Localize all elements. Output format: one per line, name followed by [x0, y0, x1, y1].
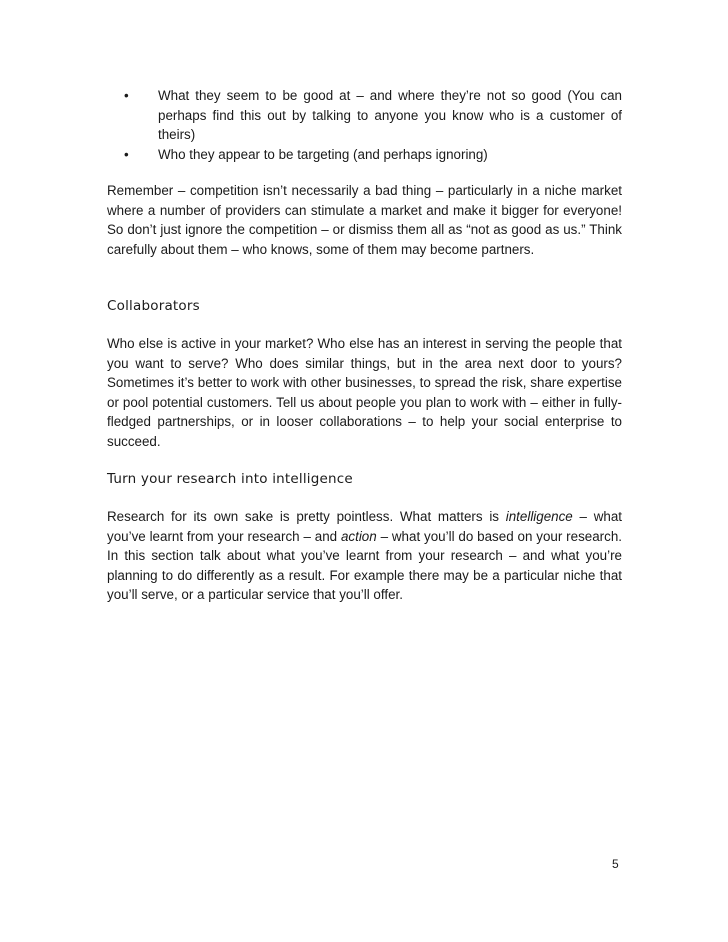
bullet-dot-icon: • — [124, 88, 129, 103]
research-heading: Turn your research into intelligence — [107, 471, 353, 487]
bullet-text: What they seem to be good at – and where they’re not so good (You can perhaps find this out by talking to anyone you know who is a customer of theirs) — [158, 88, 622, 142]
competition-paragraph: Remember – competition isn’t necessarily a bad thing – particularly in a niche market where a number of providers can stimulate a market and make it bigger for everyone! So don’t just ignore the competition – or dismiss them all as “not as good as us.” Think carefully about them – who knows, some of them may become partners. — [107, 183, 622, 257]
collaborators-paragraph: Who else is active in your market? Who else has an interest in serving the people that you want to serve? Who does similar things, but in the area next door to yours? Sometimes it’s better to work with other businesses, to spread the risk, share expertise or pool potential customers. Tell us about people you plan to work with – either in fully-fledged partnerships, or in looser collaborations – to help your social enterprise to succeed. — [107, 336, 622, 449]
bullet-dot-icon: • — [124, 146, 129, 162]
bullet-text: Who they appear to be targeting (and perhaps ignoring) — [158, 146, 488, 162]
research-text: Research for its own sake is pretty pointless. What matters is — [107, 509, 506, 524]
intelligence-emphasis: intelligence — [505, 509, 573, 524]
collaborators-heading: Collaborators — [107, 298, 200, 314]
page-content — [107, 86, 622, 605]
research-text: – what you’ll do based on your research. In this section talk about what you’ve learnt from your research – and what you’re planning to do differently as a result. For example there may be a particular niche that you’ll serve, or a particular service that you’ll offer. — [107, 528, 622, 602]
action-emphasis: action — [340, 528, 377, 544]
bullet-item — [107, 145, 622, 165]
page-number: 5 — [612, 857, 619, 871]
bullet-item — [107, 86, 622, 145]
research-paragraph — [107, 507, 622, 605]
research-text: – what you’ve learnt from your research – and — [107, 509, 622, 544]
bullet-list — [107, 86, 622, 164]
